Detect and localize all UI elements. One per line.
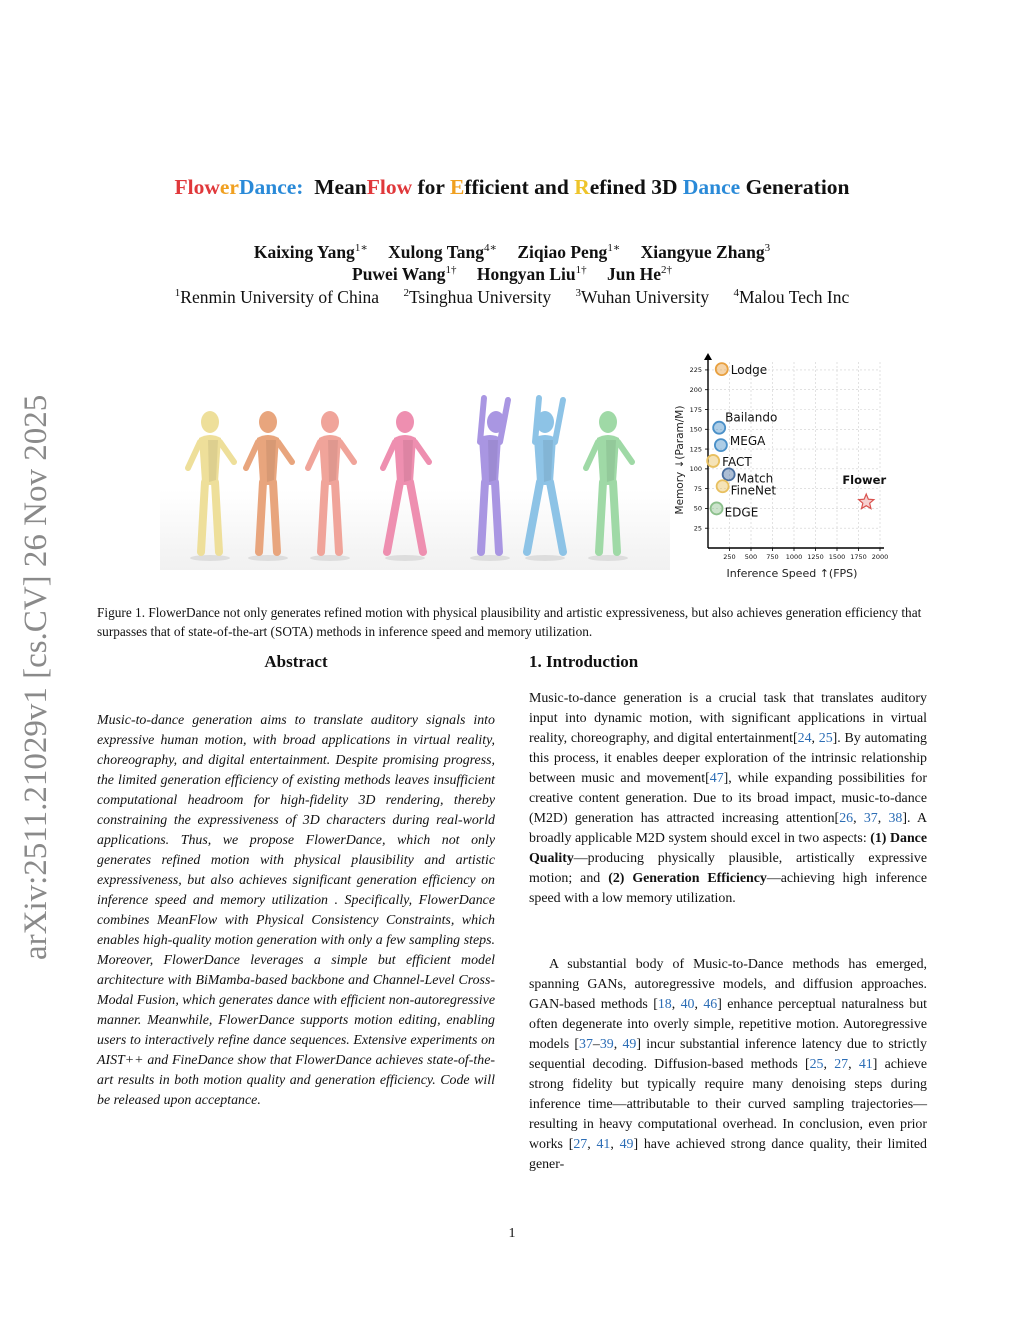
point-label: FineNet — [730, 483, 777, 498]
citation-link[interactable]: 37 — [579, 1037, 593, 1052]
citation-link[interactable]: 26 — [839, 811, 854, 826]
x-tick-label: 500 — [744, 553, 758, 561]
point-label: FACT — [722, 454, 752, 469]
data-point — [707, 455, 719, 467]
y-tick-label: 125 — [689, 445, 702, 454]
citation-link[interactable]: 38 — [888, 811, 903, 826]
author-line-1 — [60, 241, 964, 263]
x-tick-label: 2000 — [871, 553, 889, 561]
point-label: Bailando — [725, 410, 778, 425]
title-dance-part: Dance: — [238, 175, 304, 199]
y-tick-label: 100 — [689, 465, 702, 474]
citation-link[interactable]: 25 — [818, 731, 833, 746]
author-line-2 — [60, 264, 964, 285]
affiliation: $^4$Malou Tech Inc — [733, 287, 850, 307]
citation-link[interactable]: 37 — [863, 811, 878, 826]
title-generation: Generation — [740, 175, 850, 199]
y-tick-label: 25 — [693, 524, 702, 533]
affiliations — [60, 287, 964, 308]
x-tick-label: 1750 — [850, 553, 867, 561]
title-refined: efined 3D — [589, 175, 683, 199]
x-tick-label: 750 — [766, 553, 779, 561]
affiliation: $^2$Tsinghua University — [403, 287, 552, 307]
teaser-figure — [160, 370, 670, 570]
arxiv-id: arXiv:2511.21029v1 [cs.CV] 26 Nov 2025 — [18, 394, 54, 960]
y-axis-label: Memory ↓(Param/M) — [674, 405, 686, 515]
point-label: Lodge — [730, 363, 768, 378]
x-tick-label: 1500 — [828, 553, 846, 561]
title-flow-word: Flow — [366, 175, 413, 199]
title-for: for — [412, 175, 450, 199]
x-tick-label: 250 — [723, 553, 736, 561]
author: Kaixing Yang$^{1∗}$ — [253, 242, 368, 262]
citation-link[interactable]: 27 — [834, 1057, 849, 1072]
y-tick-label: 75 — [693, 484, 702, 493]
author: Ziqiao Peng$^{1∗}$ — [517, 242, 621, 262]
citation-link[interactable]: 40 — [680, 997, 695, 1012]
title-mean: Mean — [314, 175, 367, 199]
point-label: Flower — [842, 473, 887, 488]
x-tick-label: 1250 — [807, 553, 824, 561]
data-point — [711, 502, 723, 514]
intro-paragraph-1: Music-to-dance generation is a crucial task that translates auditory input into dynamic motion, with significant applications in virtual reality, choreography, and digital entertainment[24, 25]. By automating this process, it enables deeper exploration of the intrinsic relationship between music and movement[47], while expanding possibilities for creative content generation. Due to its broad impact, music-to-dance (M2D) generation has attracted increasing attention[26, 37, 38]. A broadly applicable M2D system should excel in two aspects: (1) Dance Quality—producing physically plausible, artistically expressive motion; and (2) Generation Efficiency—achieving high inference speed with a low memory utilization. — [529, 691, 928, 906]
data-point — [717, 480, 729, 492]
data-point — [716, 363, 728, 375]
abstract-body: Music-to-dance generation aims to translate auditory signals into expressive human motion, with broad applications in virtual reality, choreography, and digital entertainment. Despite promising progress, the limited generation efficiency of existing methods leaves insufficient computational headroom for high-fidelity 3D rendering, thereby constraining the expressiveness of 3D characters during real-world applications. Thus, we propose FlowerDance, which not only generates refined motion with physical plausibility and artistic expressiveness, but also achieves significant generation efficiency on inference speed and memory utilization . Specifically, FlowerDance combines MeanFlow with Physical Consistency Constraints, which enables high-quality motion generation with only a few sampling steps. Moreover, FlowerDance leverages a simple but efficient model architecture with BiMamba-based backbone and Channel-Level Cross-Modal Fusion, which generates dance with efficient non-autoregressive manner. Meanwhile, FlowerDance supports motion editing, enabling users to interactively refine dance sequences. Extensive experiments on AIST++ and FineDance show that FlowerDance achieves state-of-the-art results in both motion quality and generation efficiency. Code will be released upon acceptance. — [97, 713, 495, 1108]
x-axis-label: Inference Speed ↑(FPS) — [726, 567, 858, 580]
citation-link[interactable]: 39 — [599, 1037, 614, 1052]
data-point — [715, 439, 727, 451]
citation-link[interactable]: 24 — [797, 731, 812, 746]
point-label: Match — [736, 471, 774, 486]
x-tick-label: 1000 — [785, 553, 803, 561]
data-point-flower — [859, 494, 874, 508]
author: Jun $He^{2\dagger}$ — [607, 264, 672, 284]
author: Xiangyue Zhang$^3$ — [640, 242, 771, 262]
citation-link[interactable]: 49 — [622, 1037, 637, 1052]
figure-caption: Figure 1. FlowerDance not only generates refined motion with physical plausibility and artistic expressiveness, but also achieves generation efficiency that surpasses that of state-of-the-art (SOTA) methods in inference speed and memory utilization. — [97, 605, 922, 639]
citation-link[interactable]: 18 — [657, 997, 672, 1012]
citation-link[interactable]: 27 — [573, 1137, 588, 1152]
citation-link[interactable]: 46 — [703, 997, 718, 1012]
y-tick-label: 50 — [693, 504, 702, 513]
citation-link[interactable]: 41 — [858, 1057, 873, 1072]
intro-heading: 1. Introduction — [529, 652, 639, 671]
author: Hongyan Liu$^{1\dagger}$ — [476, 264, 587, 284]
data-point — [713, 422, 725, 434]
page-number: 1 — [508, 1226, 516, 1241]
y-tick-label: 175 — [689, 405, 702, 414]
title-er-part: er — [219, 175, 239, 199]
abstract-heading: Abstract — [264, 652, 328, 671]
efficiency-scatter-chart — [672, 350, 902, 585]
author: Puwei Wang$^{1\dagger}$ — [352, 264, 457, 284]
citation-link[interactable]: 25 — [809, 1057, 824, 1072]
title-efficient: fficient and — [464, 175, 575, 199]
citation-link[interactable]: 41 — [596, 1137, 611, 1152]
intro-paragraph-2: A substantial body of Music-to-Dance methods has emerged, spanning GANs, autoregressive models, and diffusion approaches. GAN-based methods [18, 40, 46] enhance perceptual naturalness but often degenerate into overly simple, repetitive motion. Autoregressive models [37–39, 49] incur substantial inference latency due to strictly sequential decoding. Diffusion-based methods [25, 27, 41] achieve strong fidelity but typically require many denoising steps during inference time—attributable to their curved sampling trajectories—resulting in heavy computational overhead. In conclusion, even prior works [27, 41, 49] have achieved strong dance quality, their limited gener- — [529, 957, 928, 1172]
y-tick-label: 150 — [689, 425, 702, 434]
point-label: MEGA — [729, 434, 766, 449]
citation-link[interactable]: 49 — [619, 1137, 634, 1152]
paper-title — [60, 175, 964, 200]
affiliation: $^3$Wuhan University — [575, 287, 710, 307]
data-point — [723, 468, 735, 480]
y-tick-label: 225 — [689, 366, 702, 375]
point-label: EDGE — [724, 505, 759, 520]
citation-link[interactable]: 47 — [709, 771, 724, 786]
title-e-letter: E — [449, 175, 465, 199]
chart-points — [707, 363, 886, 519]
affiliation: $^1$Renmin University of China — [174, 287, 380, 307]
title-r-letter: R — [574, 175, 590, 199]
title-dance-word: Dance — [682, 175, 741, 199]
chart-axes — [690, 353, 889, 561]
arxiv-stamp — [12, 370, 56, 970]
y-tick-label: 200 — [689, 386, 702, 395]
author: Xulong Tang$^{4∗}$ — [388, 242, 497, 262]
title-flow-part: Flow — [174, 175, 220, 199]
